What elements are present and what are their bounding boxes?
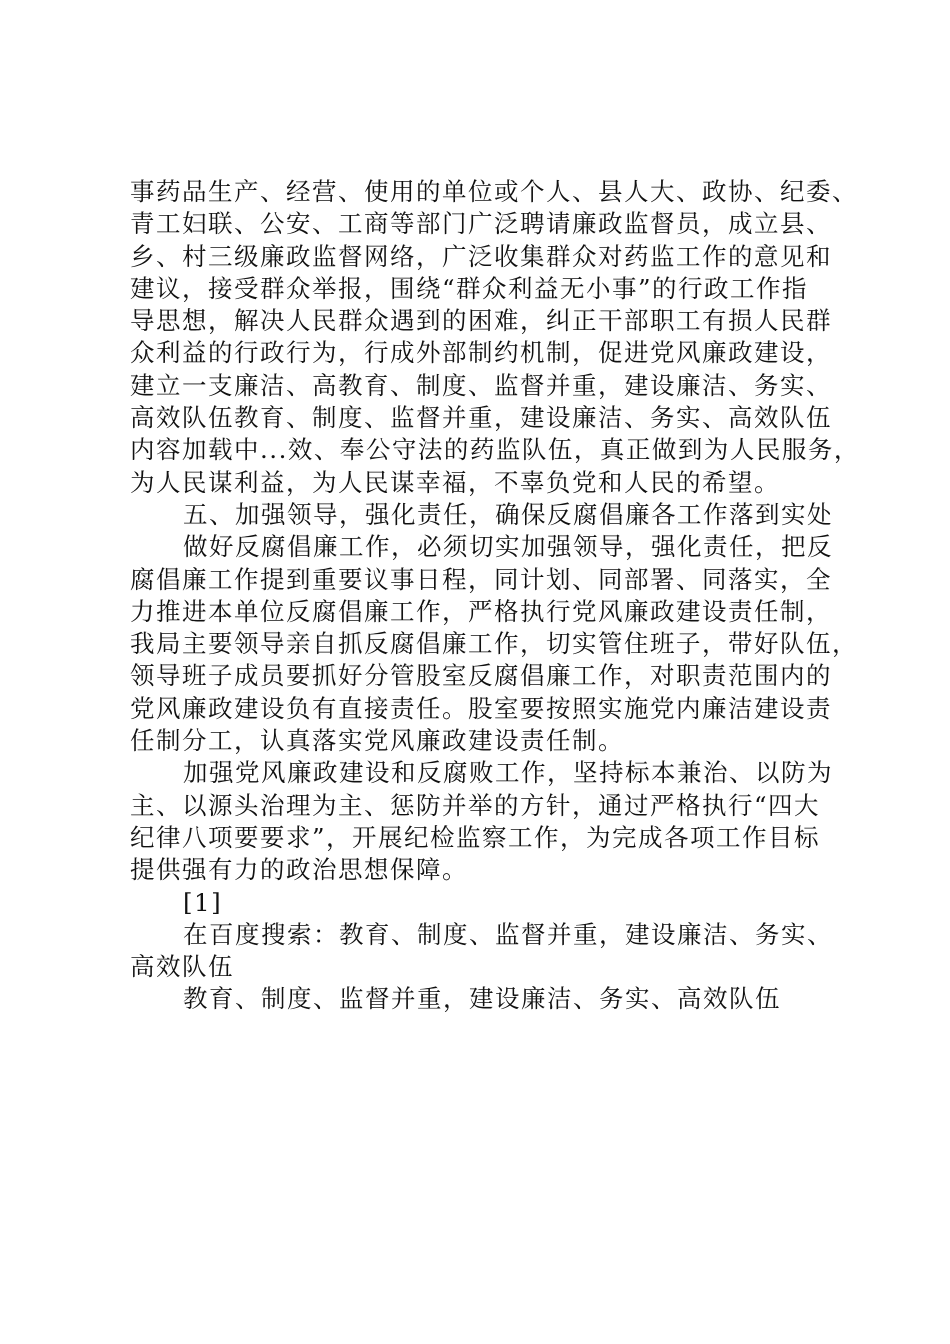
text-line: 提供强有力的政治思想保障。 [130,855,468,885]
text-line: 高效队伍教育、制度、监督并重，建设廉洁、务实、高效队伍 [130,403,832,433]
text-line: 加强党风廉政建设和反腐败工作，坚持标本兼治、以防为 [183,758,833,788]
footnote-marker: [1] [183,887,223,917]
search-line: 高效队伍 [130,952,234,982]
text-line: 我局主要领导亲自抓反腐倡廉工作，切实管住班子，带好队伍， [130,629,858,659]
text-line: 事药品生产、经营、使用的单位或个人、县人大、政协、纪委、 [130,177,858,206]
text-line: 领导班子成员要抓好分管股室反腐倡廉工作，对职责范围内的 [130,661,832,691]
text-line: 建议，接受群众举报，围绕“群众利益无小事”的行政工作指 [130,273,809,303]
text-line: 腐倡廉工作提到重要议事日程，同计划、同部署、同落实，全 [130,564,832,594]
section-heading: 五、加强领导，强化责任，确保反腐倡廉各工作落到实处 [183,499,833,529]
text-line: 导思想，解决人民群众遇到的困难，纠正干部职工有损人民群 [130,306,832,336]
search-line: 在百度搜索：教育、制度、监督并重，建设廉洁、务实、 [183,919,833,949]
text-line: 为人民谋利益，为人民谋幸福，不辜负党和人民的希望。 [130,467,780,497]
text-line: 建立一支廉洁、高教育、制度、监督并重，建设廉洁、务实、 [130,370,832,400]
text-line: 众利益的行政行为，行成外部制约机制，促进党风廉政建设， [130,338,832,368]
text-line: 乡、村三级廉政监督网络，广泛收集群众对药监工作的意见和 [130,241,832,271]
text-line: 做好反腐倡廉工作，必须切实加强领导，强化责任，把反 [183,532,833,562]
text-line: 青工妇联、公安、工商等部门广泛聘请廉政监督员，成立县、 [130,209,832,239]
text-line: 内容加载中...效、奉公守法的药监队伍，真正做到为人民服务， [130,435,860,465]
text-line: 党风廉政建设负有直接责任。股室要按照实施党内廉洁建设责 [130,693,832,723]
text-line: 力推进本单位反腐倡廉工作，严格执行党风廉政建设责任制， [130,596,832,626]
text-line: 任制分工，认真落实党风廉政建设责任制。 [130,726,624,756]
text-line: 主、以源头治理为主、惩防并举的方针，通过严格执行“四大 [130,790,821,820]
document-body [130,176,860,1016]
text-line: 教育、制度、监督并重，建设廉洁、务实、高效队伍 [183,984,781,1014]
text-line: 纪律八项要要求”，开展纪检监察工作，为完成各项工作目标 [130,822,821,852]
